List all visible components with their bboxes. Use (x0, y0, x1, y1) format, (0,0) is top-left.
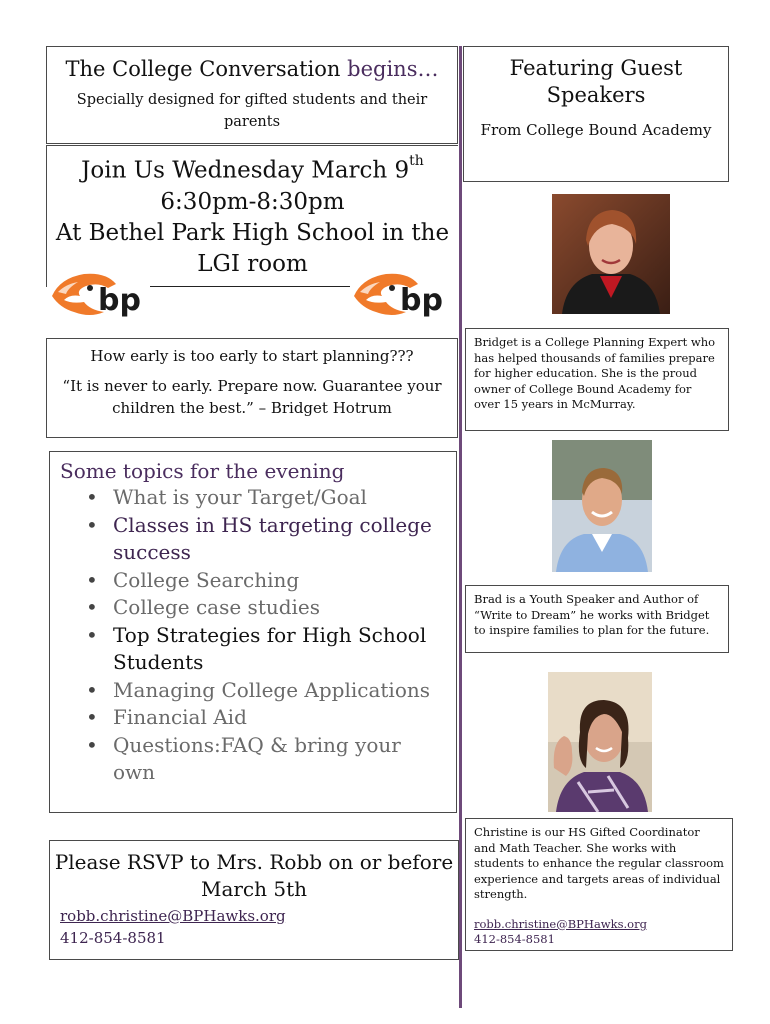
page-subtitle: Specially designed for gifted students and their parents (76, 92, 428, 130)
topic-item: • Questions:FAQ & bring your own (86, 732, 448, 787)
logo-text-right: bp (400, 283, 443, 318)
event-location: At Bethel Park High School in the LGI room (55, 219, 450, 277)
logo-divider-line (150, 286, 350, 287)
brad-bio (465, 585, 729, 653)
guest-speakers-from: From College Bound Academy (480, 121, 712, 139)
christine-email-link[interactable]: robb.christine@BPHawks.org (474, 916, 647, 931)
quote-text: “It is never to early. Prepare now. Guarantee your children the best.” – Bridget Hotrum (62, 377, 442, 417)
planning-question: How early is too early to start planning??? (90, 347, 414, 365)
hawk-logo-icon (352, 266, 444, 328)
event-date (47, 150, 458, 187)
event-date-text: Join Us Wednesday March 9 (81, 157, 410, 184)
title-highlight: begins… (347, 57, 439, 81)
rsvp-box (49, 840, 459, 960)
rsvp-text: Please RSVP to Mrs. Robb on or before March 5th (54, 850, 454, 901)
brad-bio-text: Brad is a Youth Speaker and Author of “Write to Dream” he works with Bridget to inspire families to plan for the future. (474, 592, 710, 637)
topic-item: • Classes in HS targeting college success (86, 512, 448, 567)
christine-bio (465, 818, 733, 951)
title-box (46, 46, 458, 144)
christine-bio-text: Christine is our HS Gifted Coordinator and Math Teacher. She works with students to enhance the regular classroom experience and targets areas of individual strength. (474, 825, 724, 901)
bridget-bio-text: Bridget is a College Planning Expert who has helped thousands of families prepare for higher education. She is the proud owner of College Bound Academy for over 15 years in McMurray. (474, 335, 716, 411)
topic-item: • Financial Aid (86, 704, 448, 732)
topic-item: • College Searching (86, 567, 448, 595)
topic-item: • Top Strategies for High School Students (86, 622, 448, 677)
hawk-logo-icon (50, 266, 142, 328)
topic-item: • College case studies (86, 594, 448, 622)
bridget-photo (552, 194, 670, 314)
event-time: 6:30pm-8:30pm (160, 188, 345, 215)
guest-speakers-box (463, 46, 729, 182)
title-prefix: The College Conversation (65, 57, 341, 81)
topic-item: • Managing College Applications (86, 677, 448, 705)
brad-photo (552, 440, 652, 572)
bridget-bio (465, 328, 729, 431)
logo-text-left: bp (98, 283, 141, 318)
topics-heading: Some topics for the evening (60, 459, 345, 483)
rsvp-email-link[interactable]: robb.christine@BPHawks.org (60, 907, 286, 925)
quote-box (46, 338, 458, 438)
column-divider (459, 46, 462, 1008)
topics-box (49, 451, 457, 813)
event-date-suffix: th (409, 153, 424, 169)
topics-list (86, 484, 448, 787)
topic-item: • What is your Target/Goal (86, 484, 448, 512)
page-title (47, 55, 457, 83)
guest-speakers-heading: Featuring Guest Speakers (509, 56, 683, 107)
rsvp-phone: 412-854-8581 (60, 929, 166, 947)
christine-photo (548, 672, 652, 812)
christine-phone: 412-854-8581 (474, 932, 555, 946)
